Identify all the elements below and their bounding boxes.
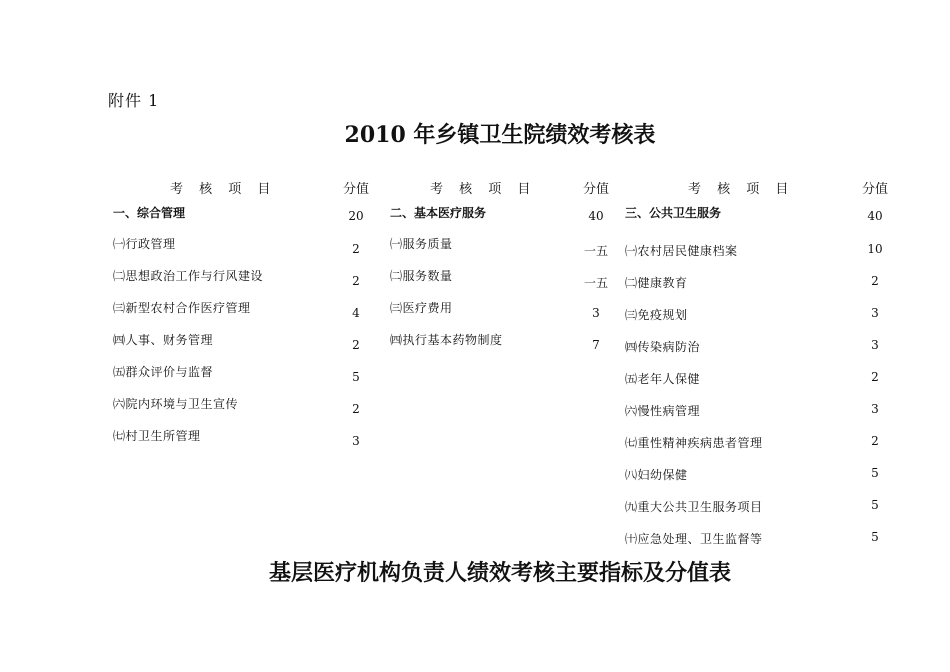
- list-item: ㈤老年人保健: [625, 372, 701, 386]
- item-score: 2: [871, 370, 879, 384]
- attachment-label: 附件 1: [108, 91, 160, 110]
- list-item: ㈧妇幼保健: [625, 468, 688, 482]
- list-item: ㈠农村居民健康档案: [625, 244, 738, 258]
- column-header-3: 考 核 项 目: [688, 182, 795, 197]
- item-score: 7: [592, 338, 600, 352]
- item-score: 2: [352, 402, 360, 416]
- list-item: ㈠行政管理: [113, 237, 176, 251]
- item-score: 3: [871, 402, 879, 416]
- column-header-1: 考 核 项 目: [170, 182, 277, 197]
- column-header-2: 考 核 项 目: [430, 182, 537, 197]
- list-item: ㈡健康教育: [625, 276, 688, 290]
- list-item: ㈥院内环境与卫生宣传: [113, 397, 239, 411]
- list-item: ㈥慢性病管理: [625, 404, 701, 418]
- item-score: 5: [871, 498, 879, 512]
- list-item: ㈡服务数量: [390, 269, 453, 283]
- list-item: ㈠服务质量: [390, 237, 453, 251]
- list-item: ㈣人事、财务管理: [113, 333, 214, 347]
- list-item: ㈢新型农村合作医疗管理: [113, 301, 251, 315]
- item-score: 2: [871, 274, 879, 288]
- list-item: ㈦重性精神疾病患者管理: [625, 436, 763, 450]
- section-score-3: 40: [867, 209, 883, 223]
- score-header-2: 分值: [583, 182, 610, 197]
- item-score: 一五: [583, 276, 608, 290]
- list-item: ㈦村卫生所管理: [113, 429, 201, 443]
- list-item: ㈢免疫规划: [625, 308, 688, 322]
- section-title-1: 一、综合管理: [113, 206, 186, 220]
- list-item: ㈣传染病防治: [625, 340, 701, 354]
- section-title-3: 三、公共卫生服务: [625, 206, 722, 220]
- list-item: ㈢医疗费用: [390, 301, 453, 315]
- score-header-3: 分值: [862, 182, 889, 197]
- item-score: 2: [871, 434, 879, 448]
- item-score: 4: [352, 306, 360, 320]
- item-score: 5: [352, 370, 360, 384]
- section-title-2: 二、基本医疗服务: [390, 206, 487, 220]
- list-item: ㈣执行基本药物制度: [390, 333, 503, 347]
- list-item: ㈤群众评价与监督: [113, 365, 214, 379]
- score-header-1: 分值: [343, 182, 370, 197]
- item-score: 一五: [583, 244, 608, 258]
- item-score: 5: [871, 466, 879, 480]
- page-title: 2010 年乡镇卫生院绩效考核表: [344, 122, 656, 148]
- item-score: 3: [592, 306, 600, 320]
- item-score: 2: [352, 242, 360, 256]
- section-score-2: 40: [588, 209, 604, 223]
- item-score: 2: [352, 338, 360, 352]
- item-score: 5: [871, 530, 879, 544]
- list-item: ㈨重大公共卫生服务项目: [625, 500, 763, 514]
- list-item: ㈩应急处理、卫生监督等: [625, 532, 763, 546]
- bottom-title: 基层医疗机构负责人绩效考核主要指标及分值表: [268, 560, 731, 586]
- item-score: 2: [352, 274, 360, 288]
- item-score: 10: [867, 242, 883, 256]
- item-score: 3: [352, 434, 360, 448]
- item-score: 3: [871, 338, 879, 352]
- list-item: ㈡思想政治工作与行风建设: [113, 269, 264, 283]
- section-score-1: 20: [348, 209, 364, 223]
- item-score: 3: [871, 306, 879, 320]
